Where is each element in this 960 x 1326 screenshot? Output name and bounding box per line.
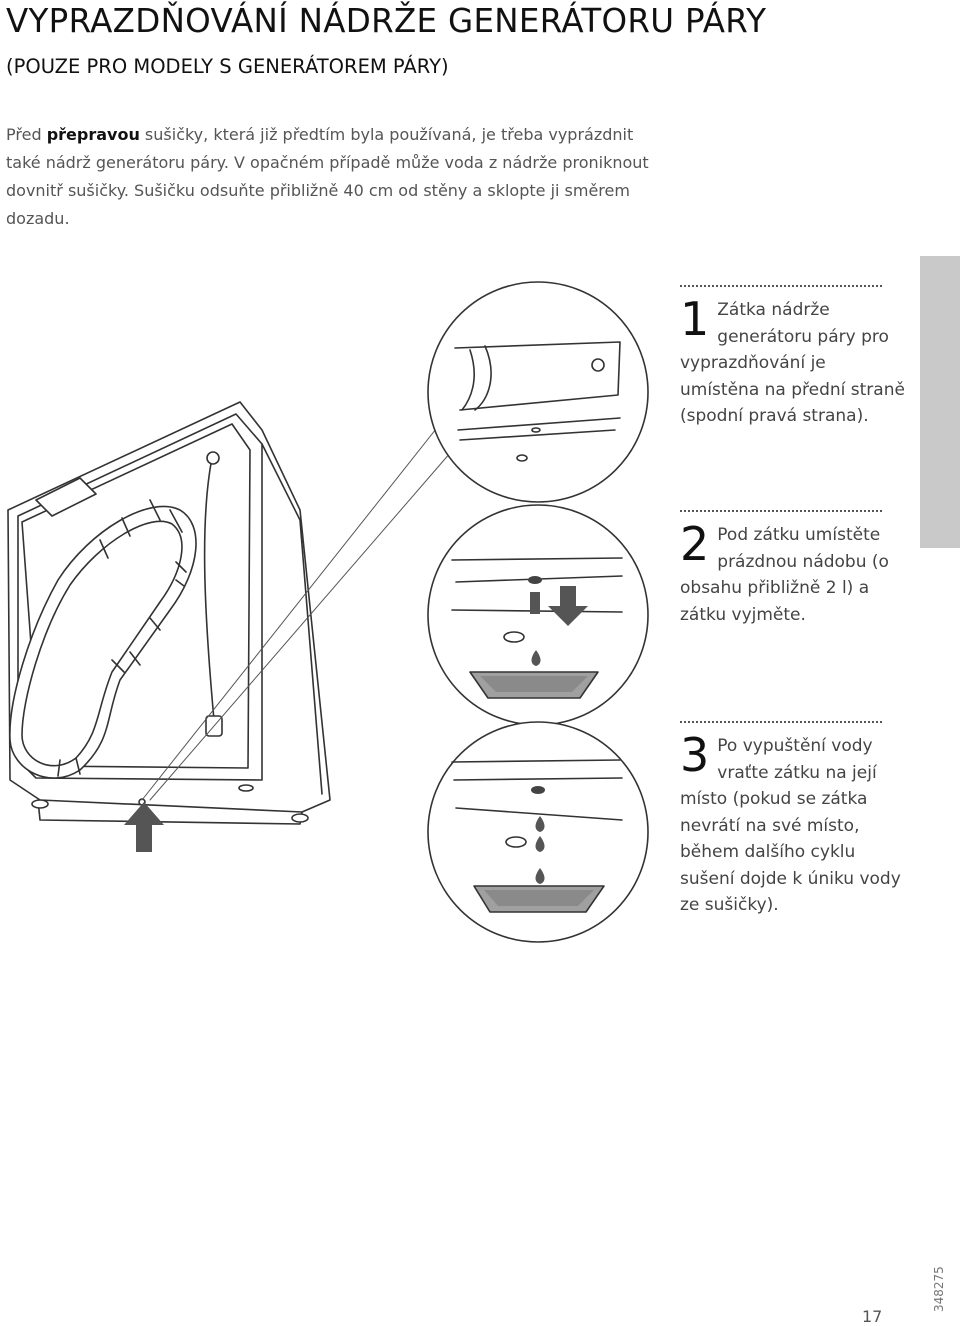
- step-number: 3: [680, 728, 710, 782]
- dryer-body: [8, 402, 330, 824]
- step-divider: [680, 721, 882, 723]
- detail-circle-2: [428, 505, 648, 725]
- document-code: 348275: [932, 1266, 946, 1312]
- intro-paragraph: [6, 121, 666, 233]
- intro-bold: přepravou: [46, 125, 140, 144]
- step-1: [680, 285, 910, 430]
- detail-circle-1: [428, 282, 648, 502]
- detail-circle-3: [428, 722, 648, 942]
- step-3: [680, 721, 910, 919]
- step-number: 2: [680, 517, 710, 571]
- page-number: 17: [862, 1307, 883, 1326]
- step-divider: [680, 285, 882, 287]
- up-arrow-icon: [124, 802, 164, 852]
- dryer-illustration: [0, 280, 660, 960]
- step-2: [680, 510, 910, 628]
- step-text: Po vypuštění vody vraťte zátku na její místo (pokud se zátka nevrátí na své místo, během dalšího cyklu sušení dojde k úniku vody ze sušičky).: [680, 736, 901, 915]
- intro-after: sušičky, která již předtím byla používaná, je třeba vyprázdnit také nádrž generátoru páry. V opačném případě může voda z nádrže proniknout dovnitř sušičky. Sušičku odsuňte přibližně 40 cm od stěny a sklopte ji směrem dozadu.: [6, 125, 649, 228]
- step-text: Zátka nádrže generátoru páry pro vyprazdňování je umístěna na přední straně (spodní pravá strana).: [680, 300, 905, 426]
- section-side-tab: [920, 256, 960, 548]
- step-divider: [680, 510, 882, 512]
- intro-before: Před: [6, 125, 47, 144]
- step-text: Pod zátku umístěte prázdnou nádobu (o obsahu přibližně 2 l) a zátku vyjměte.: [680, 525, 889, 625]
- step-number: 1: [680, 292, 710, 346]
- page-title: VYPRAZDŇOVÁNÍ NÁDRŽE GENERÁTORU PÁRY: [6, 2, 767, 40]
- page-subtitle: (POUZE PRO MODELY S GENERÁTOREM PÁRY): [6, 55, 449, 78]
